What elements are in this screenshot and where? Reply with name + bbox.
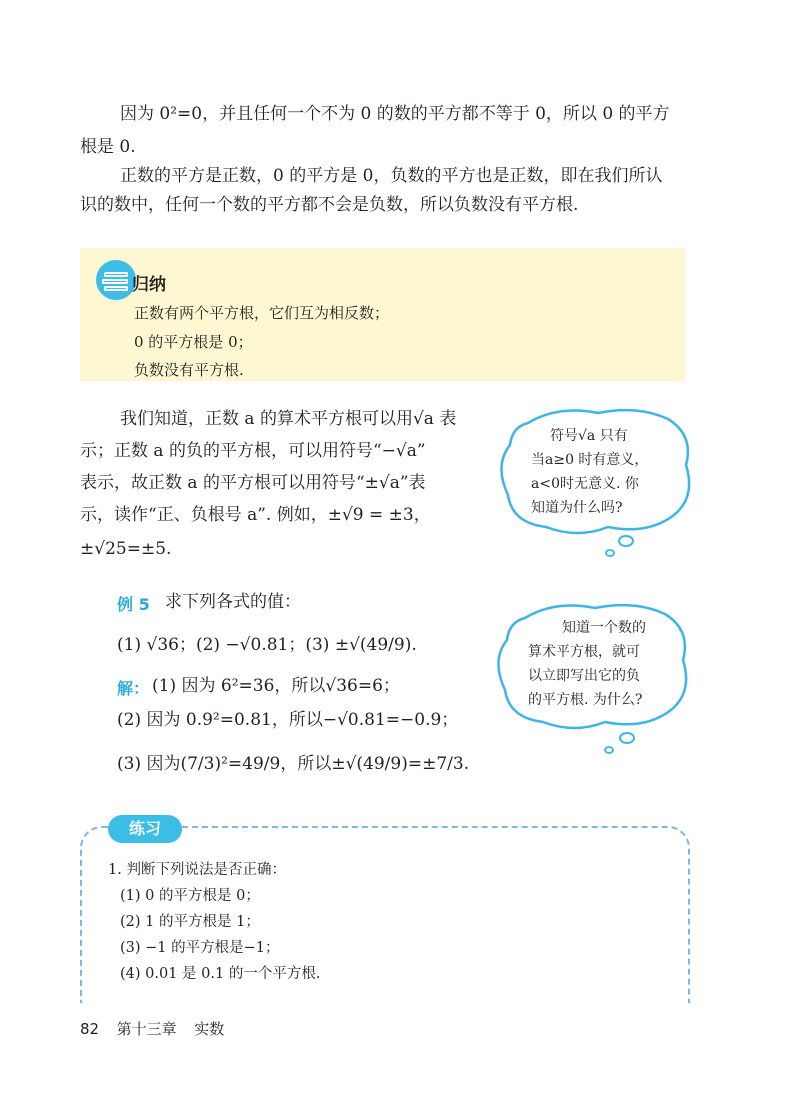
solution-line-1: (1) 因为 6²=36，所以√36=6； [152,676,400,696]
practice-tab: 练习 [108,815,182,843]
body-line-1: 我们知道，正数 a 的算术平方根可以用√a 表 [120,409,457,429]
intro-line-1: 因为 0²=0，并且任何一个不为 0 的数的平方都不等于 0，所以 0 的平方 [120,104,670,124]
practice-item: (2) 1 的平方根是 1； [120,914,260,930]
cloud1-line: 当a≥0 时有意义， [531,452,649,468]
page-number: 82 [80,1020,100,1038]
example-items: (1) √36；(2) −√0.81；(3) ±√(49/9). [117,635,417,655]
chapter-title: 实数 [194,1020,225,1038]
cloud2-line: 的平方根. 为什么? [528,692,643,708]
practice-question: 1. 判断下列说法是否正确： [108,862,286,878]
solution-label: 解： [117,679,150,698]
practice-item: (4) 0.01 是 0.1 的一个平方根. [120,966,321,982]
chapter-label: 第十三章 [116,1020,177,1038]
cloud2-line: 以立即写出它的负 [528,668,640,684]
page-footer [80,1018,224,1039]
intro-line-2: 根是 0. [80,137,136,157]
practice-item: (1) 0 的平方根是 0； [120,888,260,904]
summary-item: 正数有两个平方根，它们互为相反数； [134,304,390,322]
cloud1-line: 符号√a 只有 [550,428,628,444]
solution-line-2: (2) 因为 0.9²=0.81，所以−√0.81=−0.9； [117,710,459,730]
summary-title: 归纳 [132,275,166,295]
body-line-4: 示，读作“正、负根号 a”. 例如，±√9 = ±3， [80,505,431,525]
body-line-2: 示；正数 a 的负的平方根，可以用符号“−√a” [80,441,426,461]
cloud1-line: 知道为什么吗? [531,500,623,516]
body-line-3: 表示，故正数 a 的平方根可以用符号“±√a”表 [80,473,426,493]
summary-item: 0 的平方根是 0； [134,333,253,351]
body-line-5: ±√25=±5. [80,539,172,559]
summary-item: 负数没有平方根. [134,361,244,379]
example-prompt: 求下列各式的值： [165,592,301,612]
example-label: 例 5 [117,595,150,614]
cloud2-line: 知道一个数的 [562,620,646,636]
intro-line-4: 识的数中，任何一个数的平方都不会是负数，所以负数没有平方根. [80,195,579,215]
intro-line-3: 正数的平方是正数，0 的平方是 0，负数的平方也是正数，即在我们所认 [120,166,663,186]
cloud1-line: a<0时无意义. 你 [531,476,639,492]
cloud2-line: 算术平方根，就可 [528,644,640,660]
practice-item: (3) −1 的平方根是−1； [120,940,280,956]
solution-line-3: (3) 因为(7/3)²=49/9，所以±√(49/9)=±7/3. [117,754,470,774]
